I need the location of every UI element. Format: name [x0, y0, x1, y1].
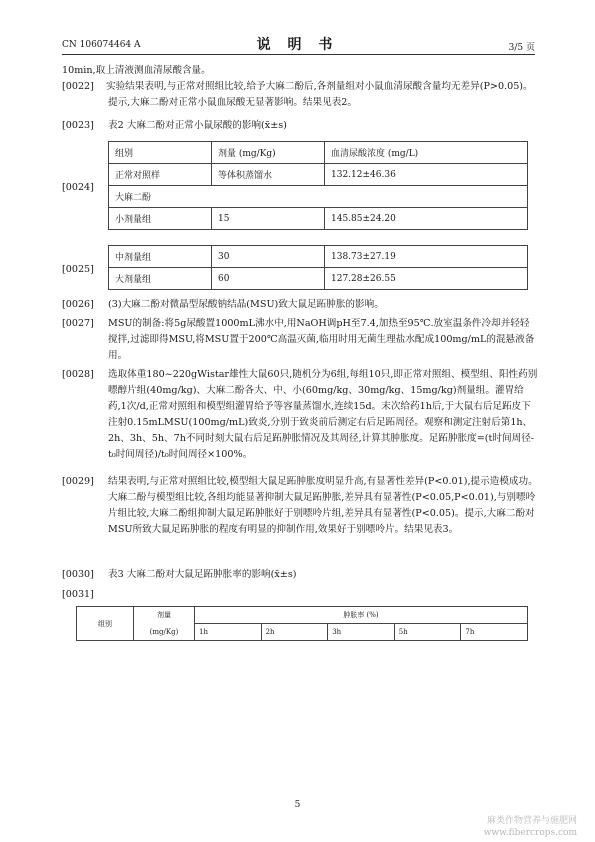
patent-number: CN 106074464 A	[62, 40, 141, 50]
table-cell: 145.85±24.20	[325, 208, 528, 230]
paragraph-number: [0031]	[62, 589, 94, 600]
table-header-cell: 2h	[261, 624, 328, 641]
table-header-cell: (mg/Kg)	[134, 624, 195, 641]
paragraph-number: [0024]	[62, 182, 94, 193]
table-cell: 大剂量组	[109, 268, 212, 290]
table-cell: 大麻二酚	[109, 186, 528, 208]
table-cell: 60	[212, 268, 325, 290]
paragraph-0028: 选取体重180~220gWistar雄性大鼠60只,随机分为6组,每组10只,即正常对照组、模型组、阳性药别嘌醇片组(40mg/kg)、大麻二酚各大、中、小(60mg/kg、30mg/kg、15mg/kg)剂量组。灌胃给药,1次/d,正常对照组和模型组灌胃给予等容量蒸馏水,连续15d。末次给药1h后,于大鼠右后足跖皮下注射0.15mLMSU(100mg/mL)致炎,分别于致炎前后测定右后足跖周径。观察和测定注射后第1h、2h、3h、5h、7h不同时刻大鼠右后足跖肿胀情况及其周径,计算其肿胀度。足跖肿胀度=(t时间周径-t₀时间周径)/t₀时间周径×100%。	[108, 369, 538, 460]
table2-part-a	[108, 141, 528, 230]
table-header-row	[77, 624, 528, 641]
watermark-line: www.fibercrops.com	[483, 828, 577, 838]
paragraph-0026: (3)大麻二酚对微晶型尿酸钠结晶(MSU)致大鼠足跖肿胀的影响。	[108, 299, 384, 310]
table-row	[109, 186, 528, 208]
header-rule	[62, 54, 535, 55]
paragraph-number: [0029]	[62, 476, 94, 487]
table-cell: 30	[212, 246, 325, 268]
table-row	[109, 246, 528, 268]
table-row	[109, 208, 528, 230]
table-cell: 等体积蒸馏水	[212, 164, 325, 186]
table-header-cell: 1h	[195, 624, 262, 641]
paragraph-number: [0027]	[62, 318, 94, 329]
table-cell: 127.28±26.55	[325, 268, 528, 290]
paragraph-0022: 实验结果表明,与正常对照组比较,给予大麻二酚后,各剂量组对小鼠血清尿酸含量均无差异(P>0.05)。提示,大麻二酚对正常小鼠血尿酸无显著影响。结果见表2。	[106, 81, 533, 108]
table-cell: 正常对照样	[109, 164, 212, 186]
table-header-row	[109, 142, 528, 164]
watermark-line: 麻类作物营养与施肥网	[486, 816, 577, 826]
page-label: 3/5 页	[508, 43, 535, 53]
paragraph-number: [0028]	[62, 369, 94, 380]
table3	[76, 606, 528, 641]
table-cell: 15	[212, 208, 325, 230]
paragraph-number: [0026]	[62, 299, 94, 310]
table-header-cell: 血清尿酸浓度 (mg/L)	[325, 142, 528, 164]
watermark	[484, 815, 577, 839]
table-header-cell: 组别	[109, 142, 212, 164]
table-header-cell: 3h	[328, 624, 395, 641]
table-header-cell: 剂量	[134, 607, 195, 624]
table-cell: 138.73±27.19	[325, 246, 528, 268]
page-number: 5	[294, 800, 301, 810]
table-header-cell: 5h	[394, 624, 461, 641]
paragraph-number: [0030]	[62, 569, 94, 580]
paragraph-number: [0025]	[62, 264, 94, 275]
table-cell: 中剂量组	[109, 246, 212, 268]
intro-line: 10min,取上清液测血清尿酸含量。	[62, 65, 211, 76]
table-header-cell: 肿胀率 (%)	[195, 607, 528, 624]
table-header-row	[77, 607, 528, 624]
table-header-cell: 剂量 (mg/Kg)	[212, 142, 325, 164]
table-cell: 132.12±46.36	[325, 164, 528, 186]
table3-caption: 表3 大麻二酚对大鼠足跖肿胀率的影响(x̄±s)	[108, 569, 297, 580]
table-header-cell: 7h	[461, 624, 528, 641]
table-cell: 小剂量组	[109, 208, 212, 230]
paragraph-number: [0023]	[62, 120, 94, 131]
table-row	[109, 164, 528, 186]
paragraph-0027: MSU的制备:将5g尿酸置1000mL沸水中,用NaOH调pH至7.4,加热至95℃.放室温条件冷却并轻轻搅拌,过滤即得MSU,将MSU置于200℃高温灭菌,临用时用无菌生理盐水配成100mg/mL的混悬液备用。	[108, 318, 535, 361]
table-row	[109, 268, 528, 290]
document-title: 说 明 书	[256, 37, 339, 53]
paragraph-0029: 结果表明,与正常对照组比较,模型组大鼠足跖肿胀度明显升高,有显著性差异(P<0.01),提示造模成功。大麻二酚与模型组比较,各组均能显著抑制大鼠足跖肿胀,差异具有显著性(P<0.05,P<0.01),与别嘌呤片组比较,大麻二酚组抑制大鼠足跖肿胀好于别嘌呤片组,差异具有显著性(P<0.05)。提示,大麻二酚对MSU所致大鼠足跖肿胀的程度有明显的抑制作用,效果好于别嘌呤片。结果见表3。	[108, 476, 538, 535]
table2-caption: 表2 大麻二酚对正常小鼠尿酸的影响(x̄±s)	[108, 120, 287, 131]
table-header-cell: 组别	[77, 607, 134, 641]
paragraph-number: [0022]	[62, 81, 94, 92]
table2-part-b	[108, 245, 528, 290]
